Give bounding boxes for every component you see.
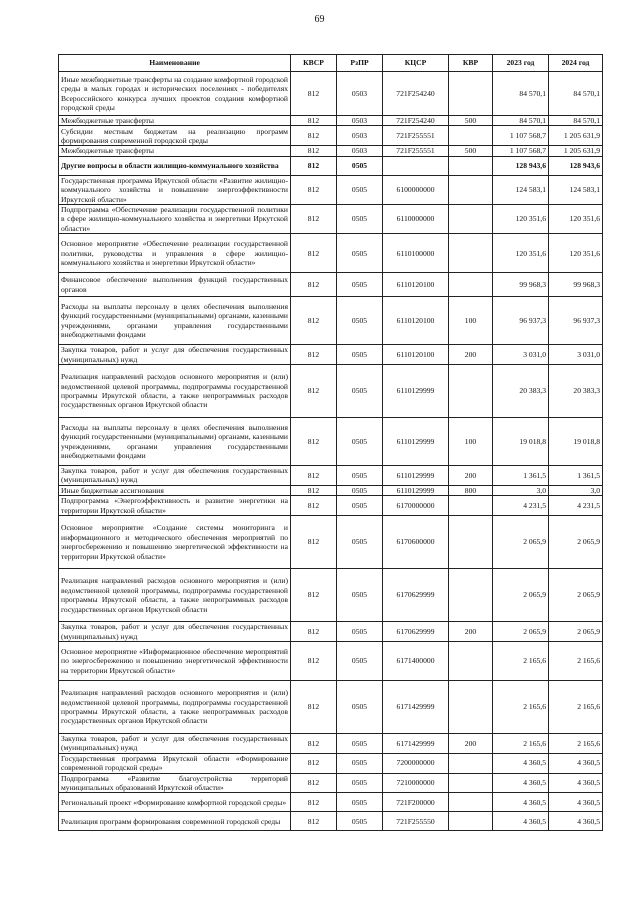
row-rzpr: 0505 (337, 496, 383, 516)
row-rzpr: 0505 (337, 234, 383, 273)
table-row (59, 418, 603, 466)
row-rzpr: 0505 (337, 156, 383, 175)
row-name: Другие вопросы в области жилищно-коммунального хозяйства (59, 156, 291, 175)
row-2023: 20 383,3 (493, 365, 549, 418)
row-kvsr: 812 (291, 146, 337, 156)
header-2024: 2024 год (549, 55, 603, 72)
row-2023: 1 107 568,7 (493, 146, 549, 156)
table-row (59, 273, 603, 297)
table-row (59, 126, 603, 146)
row-kvr (449, 793, 493, 812)
row-kvr (449, 156, 493, 175)
row-2024: 84 570,1 (549, 72, 603, 116)
header-kcsr: КЦСР (383, 55, 449, 72)
table-row (59, 234, 603, 273)
row-rzpr: 0505 (337, 345, 383, 365)
row-name: Закупка товаров, работ и услуг для обеспечения государственных (муниципальных) нужд (59, 466, 291, 486)
row-2024: 84 570,1 (549, 116, 603, 126)
row-rzpr: 0505 (337, 297, 383, 345)
row-rzpr: 0505 (337, 466, 383, 486)
row-kcsr: 721F255551 (383, 146, 449, 156)
page-number: 69 (314, 14, 325, 25)
row-name: Основное мероприятие «Создание системы мониторинга и информационного и методического обеспечения мероприятий по энергосбережению и повышению энергетической эффективности на территории Иркутской области» (59, 516, 291, 569)
row-kcsr: 6110120100 (383, 297, 449, 345)
row-2024: 2 065,9 (549, 622, 603, 642)
row-name: Подпрограмма «Развитие благоустройства территорий муниципальных образований Иркутской области» (59, 773, 291, 793)
row-2023: 3,0 (493, 485, 549, 495)
table-header-row (59, 55, 603, 72)
row-kvsr: 812 (291, 733, 337, 753)
row-rzpr: 0505 (337, 418, 383, 466)
row-kvsr: 812 (291, 365, 337, 418)
row-2023: 128 943,6 (493, 156, 549, 175)
row-2023: 1 107 568,7 (493, 126, 549, 146)
row-kcsr: 721F254240 (383, 72, 449, 116)
row-2023: 3 031,0 (493, 345, 549, 365)
row-kvsr: 812 (291, 205, 337, 234)
row-2023: 2 165,6 (493, 733, 549, 753)
row-rzpr: 0505 (337, 733, 383, 753)
row-kvsr: 812 (291, 516, 337, 569)
row-name: Основное мероприятие «Обеспечение реализации государственной политики, руководства и управления в сфере жилищно-коммунального хозяйства и энергетики Иркутской области» (59, 234, 291, 273)
row-kcsr: 7200000000 (383, 753, 449, 773)
row-2024: 3 031,0 (549, 345, 603, 365)
row-name: Государственная программа Иркутской области «Формирование современной городской среды» (59, 753, 291, 773)
row-kcsr: 721F254240 (383, 116, 449, 126)
row-kcsr: 721F255551 (383, 126, 449, 146)
row-kvsr: 812 (291, 234, 337, 273)
row-kcsr: 6110129999 (383, 485, 449, 495)
row-name: Расходы на выплаты персоналу в целях обеспечения выполнения функций государственными (муниципальными) органами, казенными учреждениями, органами управления государственными внебюджетными фондами (59, 418, 291, 466)
row-2024: 2 065,9 (549, 569, 603, 622)
row-kvsr: 812 (291, 126, 337, 146)
row-kvsr: 812 (291, 753, 337, 773)
row-rzpr: 0505 (337, 753, 383, 773)
row-2024: 96 937,3 (549, 297, 603, 345)
row-2023: 2 065,9 (493, 569, 549, 622)
row-kvr: 100 (449, 297, 493, 345)
row-kcsr: 6110120100 (383, 273, 449, 297)
row-2024: 2 165,6 (549, 680, 603, 733)
row-2024: 120 351,6 (549, 205, 603, 234)
row-2023: 99 968,3 (493, 273, 549, 297)
table-row (59, 365, 603, 418)
table-row (59, 773, 603, 793)
table-row (59, 297, 603, 345)
row-2024: 120 351,6 (549, 234, 603, 273)
row-name: Закупка товаров, работ и услуг для обеспечения государственных (муниципальных) нужд (59, 345, 291, 365)
row-kvsr: 812 (291, 569, 337, 622)
table-row (59, 116, 603, 126)
row-kvr (449, 72, 493, 116)
table-row (59, 156, 603, 175)
row-kcsr: 6100000000 (383, 175, 449, 204)
row-kvsr: 812 (291, 793, 337, 812)
row-kvsr: 812 (291, 72, 337, 116)
row-kcsr: 721F200000 (383, 793, 449, 812)
row-kvr (449, 753, 493, 773)
header-kvr: КВР (449, 55, 493, 72)
table-row (59, 496, 603, 516)
row-2024: 2 065,9 (549, 516, 603, 569)
row-rzpr: 0505 (337, 273, 383, 297)
row-kvr (449, 175, 493, 204)
row-2023: 96 937,3 (493, 297, 549, 345)
table-row (59, 622, 603, 642)
row-2024: 3,0 (549, 485, 603, 495)
row-2023: 1 361,5 (493, 466, 549, 486)
row-kvsr: 812 (291, 773, 337, 793)
row-kcsr: 6170629999 (383, 622, 449, 642)
table-row (59, 516, 603, 569)
table-row (59, 72, 603, 116)
row-name: Межбюджетные трансферты (59, 146, 291, 156)
row-name: Закупка товаров, работ и услуг для обеспечения государственных (муниципальных) нужд (59, 733, 291, 753)
row-kcsr: 7210000000 (383, 773, 449, 793)
table-row (59, 812, 603, 831)
row-kvr (449, 812, 493, 831)
row-name: Подпрограмма «Обеспечение реализации государственной политики в сфере жилищно-коммунального хозяйства и энергетики Иркутской области» (59, 205, 291, 234)
row-kvr: 200 (449, 345, 493, 365)
row-rzpr: 0503 (337, 146, 383, 156)
row-2024: 19 018,8 (549, 418, 603, 466)
row-kvr (449, 126, 493, 146)
row-2024: 1 361,5 (549, 466, 603, 486)
budget-table (58, 54, 603, 831)
row-kcsr: 6110129999 (383, 365, 449, 418)
row-kcsr: 6110129999 (383, 466, 449, 486)
row-kvr (449, 516, 493, 569)
row-2023: 2 165,6 (493, 680, 549, 733)
row-kvr: 200 (449, 733, 493, 753)
row-name: Межбюджетные трансферты (59, 116, 291, 126)
row-kvr: 100 (449, 418, 493, 466)
header-name: Наименование (59, 55, 291, 72)
row-name: Реализация программ формирования современной городской среды (59, 812, 291, 831)
table-row (59, 793, 603, 812)
row-2024: 4 360,5 (549, 753, 603, 773)
row-rzpr: 0505 (337, 793, 383, 812)
row-kcsr: 6110100000 (383, 234, 449, 273)
row-kvr (449, 273, 493, 297)
row-name: Расходы на выплаты персоналу в целях обеспечения выполнения функций государственными (муниципальными) органами, казенными учреждениями, органами управления государственными внебюджетными фондами (59, 297, 291, 345)
header-kvsr: КВСР (291, 55, 337, 72)
row-kvr: 800 (449, 485, 493, 495)
row-2023: 2 065,9 (493, 622, 549, 642)
row-kcsr: 6110120100 (383, 345, 449, 365)
row-kcsr: 6110000000 (383, 205, 449, 234)
row-2023: 4 231,5 (493, 496, 549, 516)
table-row (59, 466, 603, 486)
row-2023: 84 570,1 (493, 116, 549, 126)
row-kcsr: 721F255550 (383, 812, 449, 831)
row-2024: 20 383,3 (549, 365, 603, 418)
row-kvr: 500 (449, 116, 493, 126)
row-rzpr: 0505 (337, 569, 383, 622)
table-row (59, 569, 603, 622)
row-rzpr: 0505 (337, 365, 383, 418)
row-rzpr: 0505 (337, 773, 383, 793)
row-name: Реализация направлений расходов основного мероприятия и (или) ведомственной целевой программы, подпрограммы государственной программы Иркутской области, а также непрограммных расходов государственных органов Иркутской области (59, 680, 291, 733)
row-kvsr: 812 (291, 156, 337, 175)
row-kvr (449, 205, 493, 234)
row-2024: 1 205 631,9 (549, 146, 603, 156)
row-name: Государственная программа Иркутской области «Развитие жилищно-коммунального хозяйства и повышение энергоэффективности Иркутской области» (59, 175, 291, 204)
row-kvr (449, 773, 493, 793)
row-rzpr: 0503 (337, 116, 383, 126)
row-kvsr: 812 (291, 466, 337, 486)
header-rzpr: РзПР (337, 55, 383, 72)
row-rzpr: 0505 (337, 516, 383, 569)
row-kcsr: 6171400000 (383, 641, 449, 680)
row-2024: 4 360,5 (549, 793, 603, 812)
header-2023: 2023 год (493, 55, 549, 72)
row-kvr (449, 234, 493, 273)
row-kvsr: 812 (291, 175, 337, 204)
table-row (59, 733, 603, 753)
row-kcsr: 6170600000 (383, 516, 449, 569)
row-kvsr: 812 (291, 641, 337, 680)
row-rzpr: 0505 (337, 485, 383, 495)
table-row (59, 641, 603, 680)
row-kvr (449, 365, 493, 418)
row-kcsr: 6170000000 (383, 496, 449, 516)
table-row (59, 175, 603, 204)
row-rzpr: 0505 (337, 680, 383, 733)
row-kcsr (383, 156, 449, 175)
row-kvsr: 812 (291, 297, 337, 345)
row-kvr: 200 (449, 622, 493, 642)
row-rzpr: 0505 (337, 622, 383, 642)
row-rzpr: 0505 (337, 205, 383, 234)
row-name: Субсидии местным бюджетам на реализацию программ формирования современной городской среды (59, 126, 291, 146)
row-rzpr: 0505 (337, 641, 383, 680)
row-2024: 128 943,6 (549, 156, 603, 175)
row-rzpr: 0503 (337, 72, 383, 116)
table-row (59, 485, 603, 495)
row-2024: 2 165,6 (549, 733, 603, 753)
row-kvr (449, 569, 493, 622)
row-kvsr: 812 (291, 812, 337, 831)
row-kvsr: 812 (291, 116, 337, 126)
row-2024: 4 360,5 (549, 773, 603, 793)
row-2023: 19 018,8 (493, 418, 549, 466)
row-kcsr: 6171429999 (383, 680, 449, 733)
row-2023: 124 583,1 (493, 175, 549, 204)
table-row (59, 345, 603, 365)
row-2023: 4 360,5 (493, 812, 549, 831)
row-2024: 2 165,6 (549, 641, 603, 680)
row-rzpr: 0503 (337, 126, 383, 146)
row-kcsr: 6110129999 (383, 418, 449, 466)
row-2023: 4 360,5 (493, 773, 549, 793)
row-name: Подпрограмма «Энергоэффективность и развитие энергетики на территории Иркутской области» (59, 496, 291, 516)
row-kcsr: 6171429999 (383, 733, 449, 753)
row-name: Иные бюджетные ассигнования (59, 485, 291, 495)
row-kvsr: 812 (291, 496, 337, 516)
row-name: Закупка товаров, работ и услуг для обеспечения государственных (муниципальных) нужд (59, 622, 291, 642)
row-2024: 4 231,5 (549, 496, 603, 516)
row-2024: 124 583,1 (549, 175, 603, 204)
row-kvsr: 812 (291, 680, 337, 733)
row-name: Иные межбюджетные трансферты на создание комфортной городской среды в малых городах и исторических поселениях - победителях Всероссийского конкурса лучших проектов создания комфортной городской среды (59, 72, 291, 116)
row-kvr: 500 (449, 146, 493, 156)
row-2023: 120 351,6 (493, 205, 549, 234)
row-kvsr: 812 (291, 418, 337, 466)
row-rzpr: 0505 (337, 812, 383, 831)
row-kvr (449, 641, 493, 680)
row-2023: 2 165,6 (493, 641, 549, 680)
row-kvsr: 812 (291, 273, 337, 297)
row-2023: 84 570,1 (493, 72, 549, 116)
row-2024: 99 968,3 (549, 273, 603, 297)
row-name: Реализация направлений расходов основного мероприятия и (или) ведомственной целевой программы, подпрограммы государственной программы Иркутской области, а также непрограммных расходов государственных органов Иркутской области (59, 569, 291, 622)
row-2023: 4 360,5 (493, 793, 549, 812)
row-name: Региональный проект «Формирование комфортной городской среды» (59, 793, 291, 812)
table-row (59, 205, 603, 234)
row-kvsr: 812 (291, 345, 337, 365)
table-row (59, 680, 603, 733)
row-name: Основное мероприятие «Информационное обеспечение мероприятий по энергосбережению и повышению энергетической эффективности на территории Иркутской области» (59, 641, 291, 680)
row-kvr: 200 (449, 466, 493, 486)
row-rzpr: 0505 (337, 175, 383, 204)
row-kcsr: 6170629999 (383, 569, 449, 622)
row-2023: 2 065,9 (493, 516, 549, 569)
table-row (59, 753, 603, 773)
row-kvr (449, 496, 493, 516)
table-row (59, 146, 603, 156)
row-kvsr: 812 (291, 622, 337, 642)
row-kvsr: 812 (291, 485, 337, 495)
row-2024: 1 205 631,9 (549, 126, 603, 146)
row-name: Финансовое обеспечение выполнения функций государственных органов (59, 273, 291, 297)
row-2023: 4 360,5 (493, 753, 549, 773)
row-2023: 120 351,6 (493, 234, 549, 273)
row-name: Реализация направлений расходов основного мероприятия и (или) ведомственной целевой программы, подпрограммы государственной программы Иркутской области, а также непрограммных расходов государственных органов Иркутской области (59, 365, 291, 418)
row-kvr (449, 680, 493, 733)
row-2024: 4 360,5 (549, 812, 603, 831)
